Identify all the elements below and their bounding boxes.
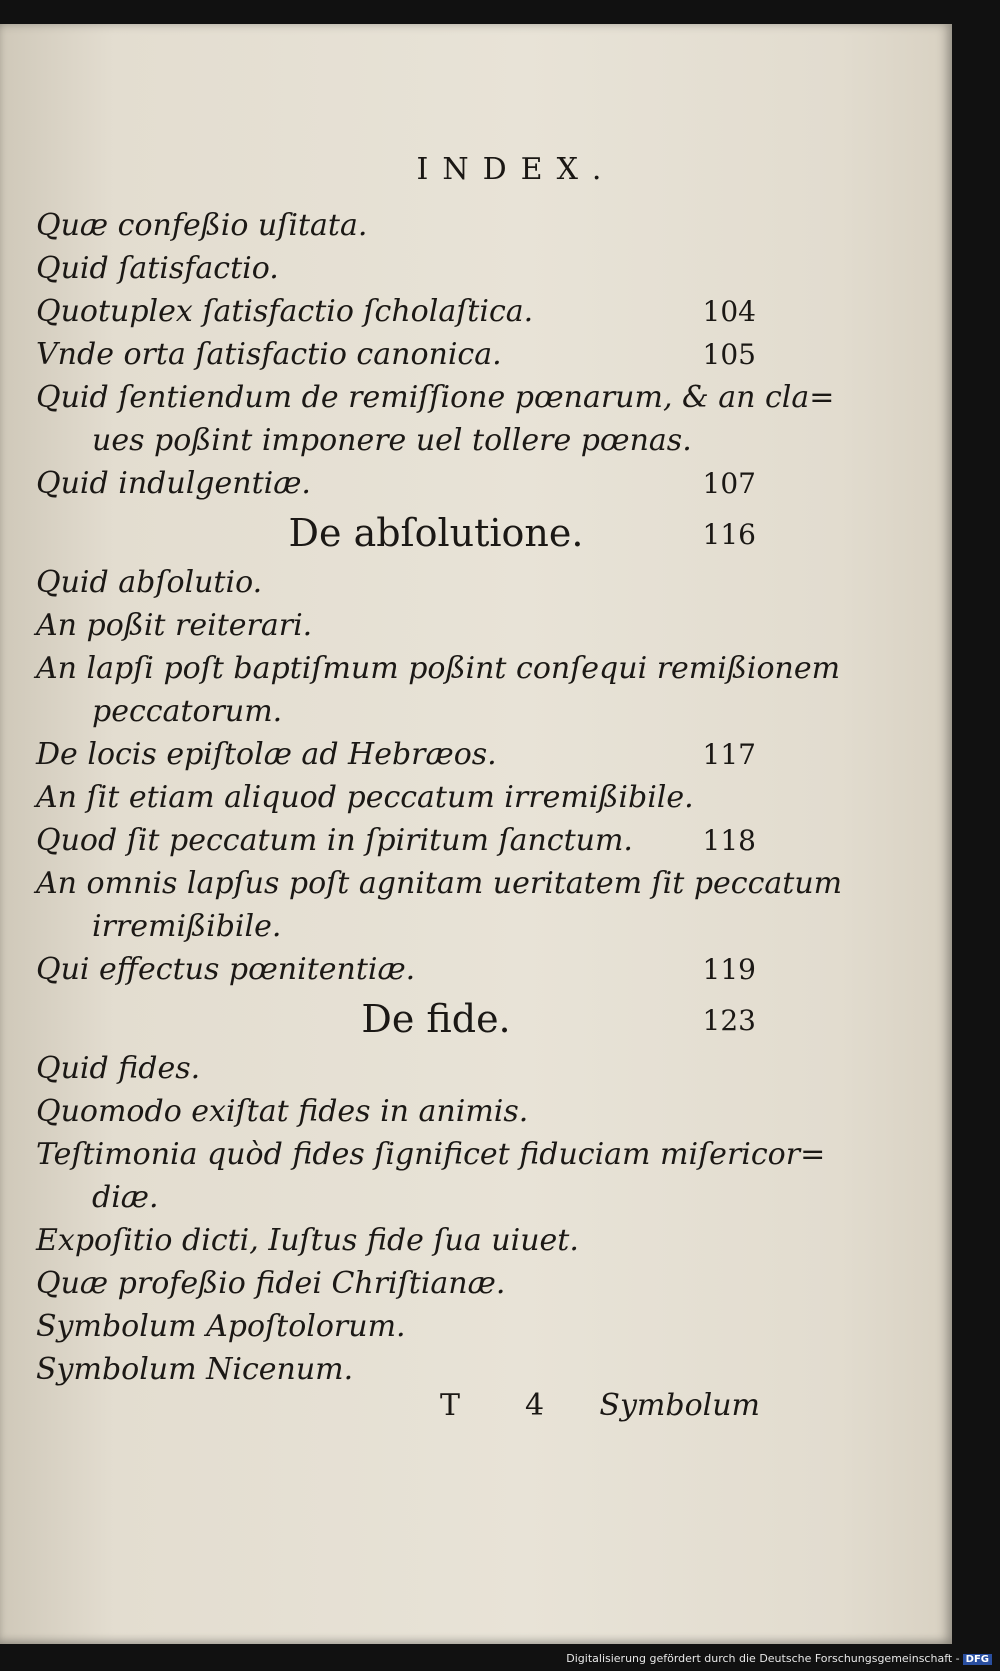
- index-entry: [36, 862, 843, 948]
- index-entry: [36, 290, 756, 333]
- entry-text: Quid fides.: [36, 1051, 201, 1086]
- entry-text: Quid ſentiendum de remiſſione pœnarum, & an cla=: [36, 380, 835, 415]
- entry-text: Quid abſolutio.: [36, 565, 263, 600]
- entry-text: Quotuplex ſatisfactio ſcholaſtica.: [36, 294, 534, 329]
- index-entries: [36, 204, 843, 1391]
- index-entry: [36, 204, 756, 247]
- entry-text: Quæ confeßio uſitata.: [36, 208, 368, 243]
- index-entry: [36, 462, 756, 505]
- entry-text: Quæ profeßio fidei Chriſtianæ.: [36, 1266, 506, 1301]
- entry-text: De locis epiſtolæ ad Hebræos.: [36, 737, 497, 772]
- entry-text: Symbolum Apoſtolorum.: [36, 1309, 406, 1344]
- entry-text: An omnis lapſus poſt agnitam ueritatem ſit peccatum: [36, 866, 843, 901]
- entry-text: Teſtimonia quòd fides ſignificet fiduciam miſericor=: [36, 1137, 826, 1172]
- index-entry: [36, 247, 756, 290]
- entry-page: 105: [702, 338, 756, 371]
- index-entry: [36, 333, 756, 376]
- page-footer: [440, 1388, 760, 1432]
- index-entry: [36, 733, 756, 776]
- credit-text: Digitalisierung gefördert durch die Deutsche Forschungsgemeinschaft -: [566, 1652, 960, 1665]
- entry-text: An ſit etiam aliquod peccatum irremißibile.: [36, 780, 694, 815]
- section-page: 123: [702, 1004, 756, 1037]
- section-page: 116: [702, 518, 756, 551]
- digitization-credit: [566, 1652, 992, 1665]
- index-entry: [36, 948, 756, 991]
- index-entry: [36, 1090, 756, 1133]
- entry-page: 119: [702, 953, 756, 986]
- entry-page: 117: [702, 738, 756, 771]
- index-entry: [36, 604, 756, 647]
- catchword: Symbolum: [599, 1388, 760, 1423]
- entry-continuation: irremißibile.: [92, 909, 282, 944]
- entry-continuation: ues poßint imponere uel tollere pœnas.: [92, 423, 692, 458]
- section-title: De fide.: [361, 997, 511, 1041]
- index-entry: [36, 1133, 826, 1219]
- entry-page: 118: [702, 824, 756, 857]
- index-entry: [36, 1047, 756, 1090]
- signature-mark: T: [440, 1388, 461, 1423]
- dfg-logo: DFG: [963, 1654, 992, 1665]
- index-entry: [36, 1219, 756, 1262]
- signature-number: 4: [525, 1388, 545, 1423]
- entry-text: Quomodo exiſtat fides in animis.: [36, 1094, 529, 1129]
- entry-text: Quid ſatisfactio.: [36, 251, 279, 286]
- entry-text: Vnde orta ſatisfactio canonica.: [36, 337, 502, 372]
- book-page: [0, 24, 952, 1644]
- index-entry: [36, 647, 841, 733]
- entry-text: Expoſitio dicti, Iuſtus fide ſua uiuet.: [36, 1223, 579, 1258]
- entry-text: An lapſi poſt baptiſmum poßint conſequi remißionem: [36, 651, 841, 686]
- index-entry: [36, 1348, 756, 1391]
- entry-continuation: diæ.: [92, 1180, 159, 1215]
- entry-page: 107: [702, 467, 756, 500]
- section-heading: [36, 991, 756, 1047]
- entry-text: Symbolum Nicenum.: [36, 1352, 354, 1387]
- index-entry: [36, 1262, 756, 1305]
- entry-text: Quid indulgentiæ.: [36, 466, 311, 501]
- index-entry: [36, 819, 756, 862]
- index-entry: [36, 561, 756, 604]
- section-heading: [36, 505, 756, 561]
- page-header: INDEX.: [416, 152, 616, 187]
- section-title: De abſolutione.: [288, 511, 584, 555]
- entry-text: An poßit reiterari.: [36, 608, 313, 643]
- index-entry: [36, 1305, 756, 1348]
- entry-text: Qui effectus pœnitentiæ.: [36, 952, 416, 987]
- index-entry: [36, 776, 756, 819]
- entry-continuation: peccatorum.: [92, 694, 283, 729]
- entry-text: Quod ſit peccatum in ſpiritum ſanctum.: [36, 823, 633, 858]
- entry-page: 104: [702, 295, 756, 328]
- index-entry: [36, 376, 835, 462]
